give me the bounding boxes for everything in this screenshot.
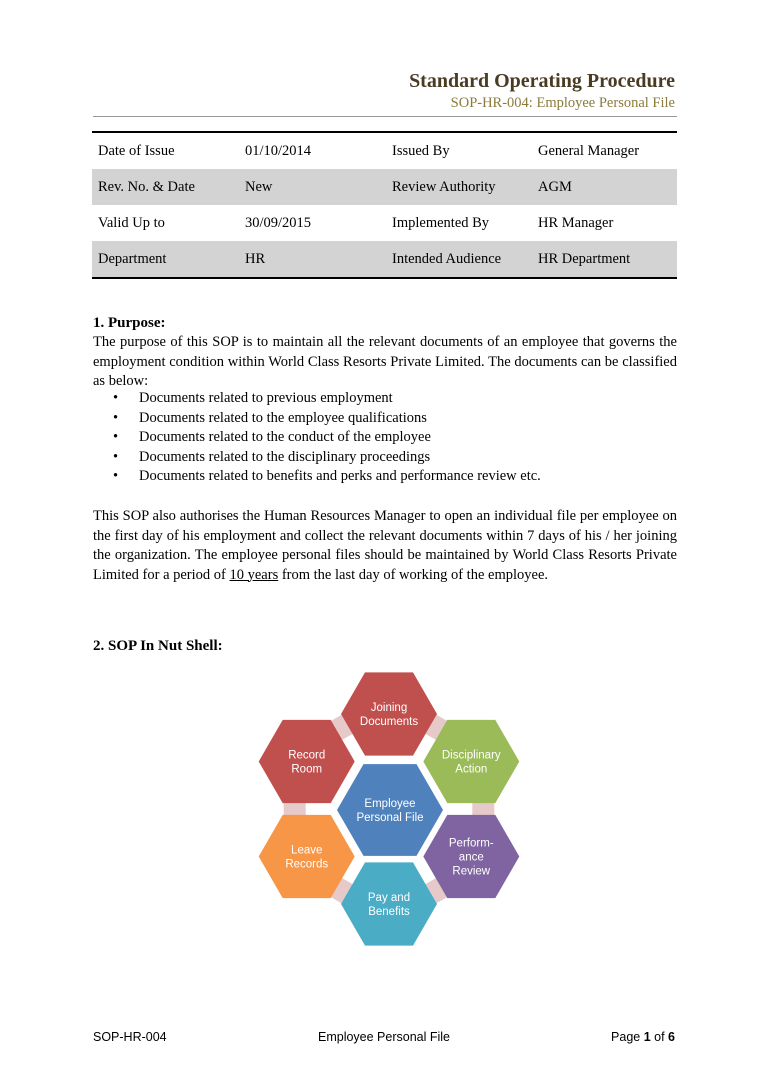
hex-label-line: Action bbox=[455, 763, 488, 776]
table-cell: 30/09/2015 bbox=[245, 214, 312, 231]
table-cell: AGM bbox=[532, 169, 677, 205]
footer-page-number bbox=[611, 1030, 675, 1044]
hex-label-line: Personal File bbox=[356, 812, 424, 824]
table-cell: Review Authority bbox=[386, 169, 532, 205]
table-cell: 01/10/2014 bbox=[245, 142, 312, 159]
hex-label-line: Documents bbox=[359, 716, 419, 728]
footer-doc-name: Employee Personal File bbox=[318, 1030, 451, 1044]
hex-label-line: Pay and bbox=[367, 892, 411, 904]
document-subtitle: SOP-HR-004: Employee Personal File bbox=[450, 95, 675, 111]
footer-doc-code: SOP-HR-004 bbox=[93, 1030, 167, 1044]
table-cell: HR Department bbox=[532, 241, 677, 278]
list-item: • Documents related to previous employment bbox=[93, 389, 653, 409]
table-cell: Department bbox=[92, 241, 239, 278]
purpose-intro: The purpose of this SOP is to maintain all the relevant documents of an employee that governs the employment condition within World Class Resorts Private Limited. The documents can be classified as below: bbox=[93, 334, 677, 389]
hex-label-line: Joining bbox=[370, 702, 408, 714]
hex-label-line: Perform- bbox=[448, 837, 494, 850]
table-cell: HR Manager bbox=[538, 214, 614, 231]
hex-label-line: ance bbox=[458, 851, 484, 864]
table-cell: General Manager bbox=[538, 142, 640, 159]
paragraph-text: This SOP also authorises the Human Resources Manager to open an individual file per employee on the first day of his employment and collect the relevant documents within 7 days of his / her joining the organization. The employee personal files should be maintained by World Class Resorts Private Limited for a period of bbox=[93, 508, 677, 583]
hex-label-line: Employee bbox=[364, 798, 416, 810]
hex-label-line: Review bbox=[452, 865, 491, 878]
table-cell: HR bbox=[239, 241, 386, 278]
list-item: • Documents related to the employee qualifications bbox=[93, 409, 653, 429]
nutshell-heading: 2. SOP In Nut Shell: bbox=[93, 638, 223, 654]
page-of: of bbox=[650, 1030, 669, 1044]
hex-joining-documents bbox=[341, 672, 437, 755]
table-cell: Date of Issue bbox=[98, 142, 175, 159]
table-cell: Implemented By bbox=[392, 214, 490, 231]
hex-label-line: Benefits bbox=[368, 906, 410, 918]
document-title: Standard Operating Procedure bbox=[409, 70, 675, 92]
total-pages: 6 bbox=[668, 1030, 675, 1044]
table-cell: Intended Audience bbox=[386, 241, 532, 278]
paragraph-text: from the last day of working of the employee. bbox=[278, 566, 549, 583]
hex-employee-personal-file bbox=[337, 764, 443, 856]
hex-label-line: Disciplinary bbox=[441, 749, 501, 762]
list-item: • Documents related to the conduct of the employee bbox=[93, 428, 653, 448]
list-item: • Documents related to the disciplinary proceedings bbox=[93, 448, 653, 468]
hex-label-line: Record bbox=[288, 749, 326, 762]
current-page: 1 bbox=[643, 1030, 651, 1044]
hex-label-line: Leave bbox=[291, 844, 323, 857]
page-prefix: Page bbox=[611, 1030, 644, 1044]
table-cell: Valid Up to bbox=[98, 214, 165, 231]
table-cell: Issued By bbox=[392, 142, 450, 159]
list-item: • Documents related to benefits and perks and performance review etc. bbox=[93, 467, 653, 487]
table-cell: Rev. No. & Date bbox=[92, 169, 239, 205]
hex-label-line: Records bbox=[285, 858, 329, 871]
purpose-heading: 1. Purpose: bbox=[93, 315, 166, 331]
retention-period: 10 years bbox=[229, 566, 279, 583]
hex-label-line: Room bbox=[291, 763, 323, 776]
hex-pay-and-benefits bbox=[341, 862, 437, 945]
table-cell: New bbox=[239, 169, 386, 205]
